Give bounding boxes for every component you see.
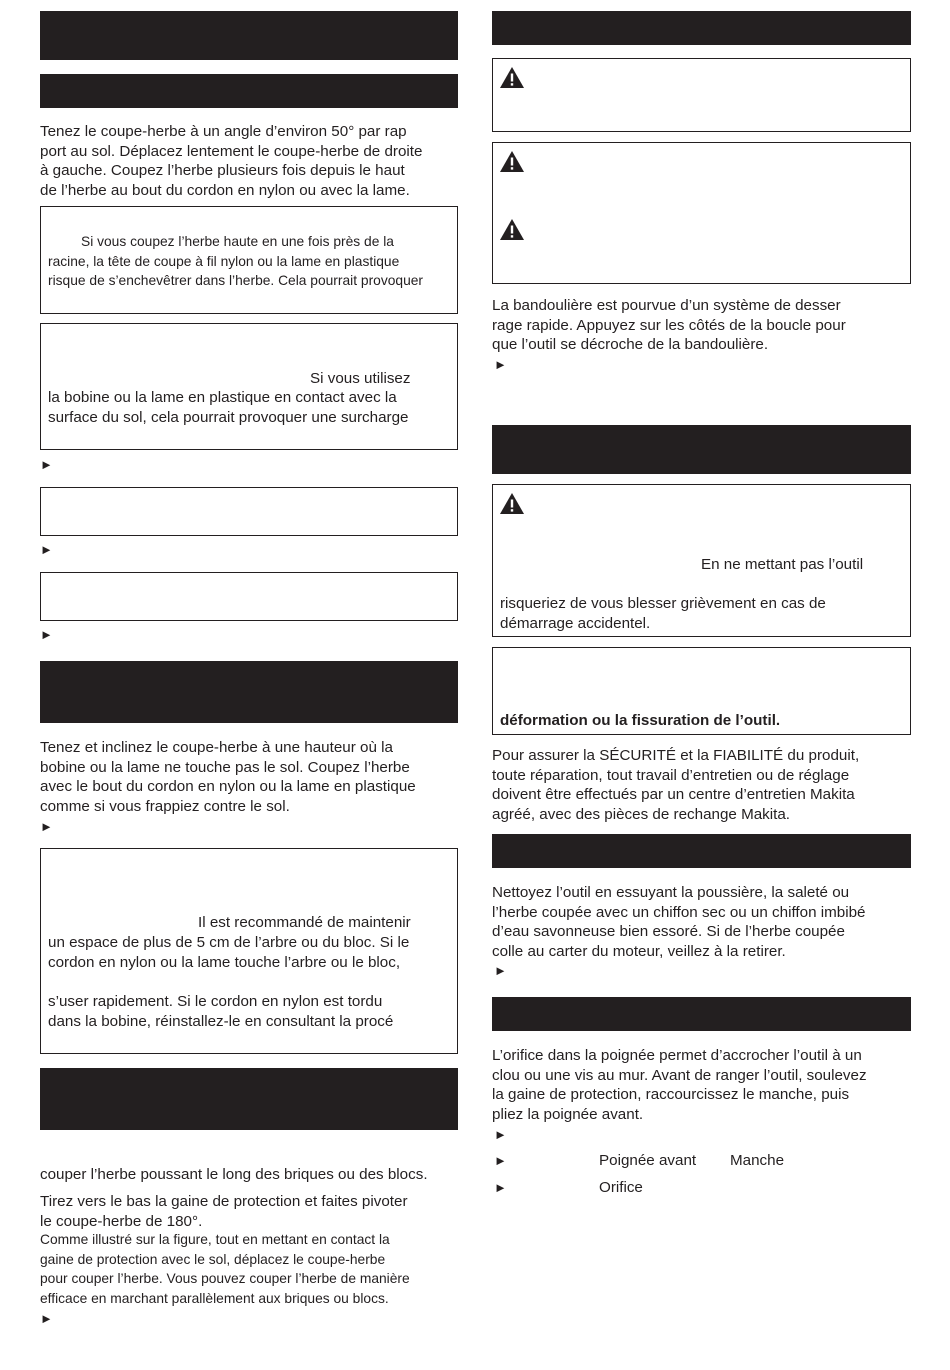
figure-reference-arrow: ► (40, 457, 53, 472)
text-line: Pour assurer la SÉCURITÉ et la FIABILITÉ du produit, (492, 747, 860, 764)
notice-text: déformation ou la fissuration de l’outil. (500, 712, 781, 729)
text-line: à gauche. Coupez l’herbe plusieurs fois depuis le haut (40, 162, 405, 180)
text-line: de l’herbe au bout du cordon en nylon ou avec la lame. (40, 182, 410, 200)
figure-reference-arrow: ► (40, 819, 53, 834)
text-line: efficace en marchant parallèlement aux briques ou blocs. (40, 1291, 389, 1307)
section-header-bar (492, 425, 911, 474)
text-line: bobine ou la lame ne touche pas le sol. Coupez l’herbe (40, 758, 410, 776)
cutting-instructions-paragraph (40, 122, 422, 201)
section-header-bar (40, 1068, 458, 1130)
text-line: port au sol. Déplacez lentement le coupe-herbe de droite (40, 142, 423, 160)
section-header-bar (40, 11, 458, 60)
brick-cutting-paragraph: couper l’herbe poussant le long des briques ou des blocs. (40, 1166, 428, 1183)
text-line: risque de s’enchevêtrer dans l’herbe. Cela pourrait provoquer (48, 273, 424, 289)
warning-triangle-icon (499, 150, 525, 173)
text-line: La bandoulière est pourvue d’un système de desser (492, 297, 841, 314)
text-line: l’herbe coupée avec un chiffon sec ou un chiffon imbibé (492, 903, 866, 921)
text-line: démarrage accidentel. (500, 614, 651, 632)
text-line: racine, la tête de coupe à fil nylon ou la lame en plastique (48, 253, 400, 269)
caution-text-tall-grass (48, 232, 423, 291)
text-line: la bobine ou la lame en plastique en contact avec la (48, 389, 397, 406)
text-line: comme si vous frappiez contre le sol. (40, 798, 290, 816)
caution-text-ground-contact-first: Si vous utilisez (310, 370, 411, 387)
warning-triangle-icon (499, 492, 525, 515)
guard-contact-paragraph (40, 1230, 410, 1309)
text-line: toute réparation, tout travail d’entretien ou de réglage (492, 766, 850, 784)
figure-reference-arrow: ► (40, 1311, 53, 1326)
text-line: clou ou une vis au mur. Avant de ranger l’outil, soulevez (492, 1066, 867, 1084)
warning-text-maintenance (500, 594, 826, 633)
text-line: que l’outil se décroche de la bandoulière. (492, 336, 769, 354)
text-line: le coupe-herbe de 180°. (40, 1212, 203, 1230)
warning-triangle-icon (499, 218, 525, 241)
cleaning-paragraph (492, 883, 865, 962)
text-line: Tenez le coupe-herbe à un angle d’environ 50° par rap (40, 123, 407, 140)
text-line: doivent être effectués par un centre d’entretien Makita (492, 786, 855, 804)
tap-cutting-paragraph (40, 738, 416, 817)
shoulder-strap-paragraph (492, 296, 846, 355)
text-line: un espace de plus de 5 cm de l’arbre ou du bloc. Si le (48, 934, 410, 951)
storage-paragraph (492, 1046, 867, 1125)
note-box (40, 487, 458, 536)
figure-reference-arrow: ► (40, 542, 53, 557)
text-line: rage rapide. Appuyez sur les côtés de la boucle pour (492, 316, 846, 334)
legend-front-grip: Poignée avant (599, 1152, 697, 1169)
text-line: Tirez vers le bas la gaine de protection et faites pivoter (40, 1193, 408, 1210)
safety-reliability-paragraph (492, 746, 859, 825)
text-line: gaine de protection avec le sol, déplacez le coupe-herbe (40, 1251, 386, 1267)
figure-reference-arrow: ► (494, 1153, 507, 1168)
caution-text-distance-b (48, 992, 393, 1031)
figure-reference-arrow: ► (494, 963, 507, 978)
caution-text-ground-contact (48, 388, 409, 427)
legend-shaft: Manche (730, 1152, 785, 1169)
text-line: Nettoyez l’outil en essuyant la poussière, la saleté ou (492, 884, 850, 901)
warning-box (492, 142, 911, 284)
section-header-bar (492, 834, 911, 868)
figure-reference-arrow: ► (494, 357, 507, 372)
figure-reference-arrow: ► (40, 627, 53, 642)
text-line: cordon en nylon ou la lame touche l’arbre ou le bloc, (48, 953, 401, 971)
rotate-trimmer-paragraph (40, 1192, 408, 1231)
section-header-bar (492, 997, 911, 1031)
text-line: colle au carter du moteur, veillez à la retirer. (492, 943, 786, 961)
text-line: surface du sol, cela pourrait provoquer une surcharge (48, 408, 409, 426)
warning-triangle-icon (499, 66, 525, 89)
section-header-bar (492, 11, 911, 45)
text-line: Tenez et inclinez le coupe-herbe à une hauteur où la (40, 739, 393, 756)
warning-text-maintenance-first: En ne mettant pas l’outil (701, 556, 864, 573)
caution-text-distance-first: Il est recommandé de maintenir (198, 914, 411, 931)
text-line: pour couper l’herbe. Vous pouvez couper l’herbe de manière (40, 1271, 410, 1287)
text-line: agréé, avec des pièces de rechange Makita. (492, 806, 791, 824)
text-line: dans la bobine, réinstallez-le en consultant la procé (48, 1012, 394, 1030)
warning-box (492, 58, 911, 132)
text-line: risqueriez de vous blesser grièvement en cas de (500, 595, 826, 612)
text-line: avec le bout du cordon en nylon ou la lame en plastique (40, 778, 416, 796)
subsection-header-bar (40, 74, 458, 108)
note-box (40, 572, 458, 621)
legend-hole: Orifice (599, 1179, 643, 1196)
text-line: L’orifice dans la poignée permet d’accrocher l’outil à un (492, 1047, 862, 1064)
text-line: Si vous coupez l’herbe haute en une fois près de la (81, 234, 394, 249)
caution-text-distance-a (48, 933, 409, 972)
text-line: la gaine de protection, raccourcissez le manche, puis (492, 1086, 850, 1104)
text-line: s’user rapidement. Si le cordon en nylon est tordu (48, 993, 383, 1010)
section-header-bar (40, 661, 458, 723)
text-line: pliez la poignée avant. (492, 1106, 644, 1124)
text-line: d’eau savonneuse bien essoré. Si de l’herbe coupée (492, 923, 845, 941)
figure-reference-arrow: ► (494, 1180, 507, 1195)
figure-reference-arrow: ► (494, 1127, 507, 1142)
text-line: Comme illustré sur la figure, tout en mettant en contact la (40, 1232, 390, 1247)
